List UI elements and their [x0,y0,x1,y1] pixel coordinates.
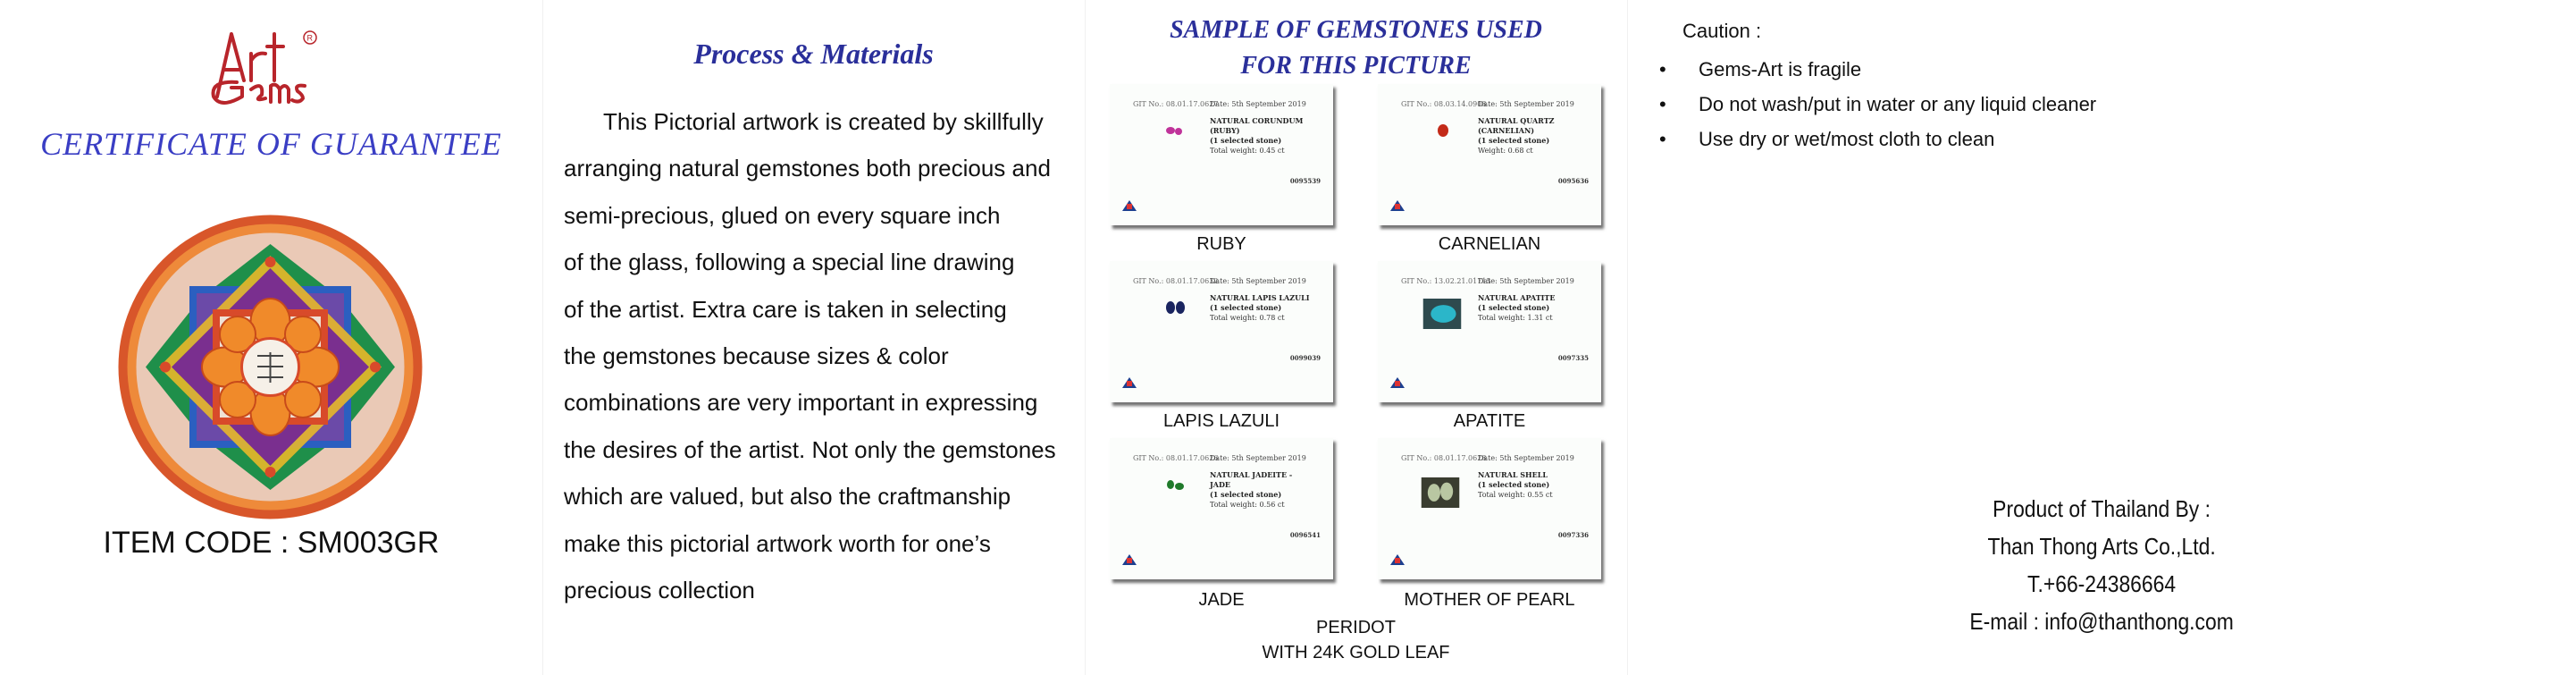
card-git-number: GIT No.: 08.01.17.0627 [1133,100,1219,108]
paragraph-line: of the artist. Extra care is taken in selecting [564,295,1007,323]
gemstone-photo [1430,120,1456,141]
certificate-title: CERTIFICATE OF GUARANTEE [40,126,502,162]
peridot-line: WITH 24K GOLD LEAF [1262,643,1450,662]
git-institute-footer [1390,377,1592,390]
card-spec-line: (RUBY) [1210,126,1240,135]
card-serial-number: 0095636 [1557,177,1589,185]
git-logo-icon [1390,200,1405,211]
card-serial-number: 0097336 [1557,531,1589,539]
caution-title: Caution : [1682,20,1762,42]
card-date: Date: 5th September 2019 [1478,100,1574,108]
git-logo-icon [1122,554,1137,565]
card-git-number: GIT No.: 08.03.14.0908 [1401,100,1487,108]
card-identification [1478,293,1596,323]
caution-contact-panel [1627,0,2234,675]
product-of-line: Product of Thailand By : [1993,495,2211,522]
gemstone-photo [1162,120,1188,141]
gem-certificate-card-lapis-lazuli [1110,261,1333,402]
panel-divider [1085,0,1086,675]
card-spec-line: NATURAL JADEITE - [1210,470,1293,479]
gem-label-apatite: APATITE [1453,411,1526,431]
gem-certificate-card-carnelian [1378,84,1601,225]
gem-label-ruby: RUBY [1196,234,1246,254]
card-spec-line: Total weight: 0.45 ct [1210,147,1285,155]
card-spec-line: NATURAL APATITE [1478,293,1556,302]
samples-title-line: FOR THIS PICTURE [1240,52,1472,80]
panel-divider [1627,0,1628,675]
paragraph-line: This Pictorial artwork is created by skillfully [603,108,1044,135]
card-spec-line: NATURAL LAPIS LAZULI [1210,293,1310,302]
gem-label-carnelian: CARNELIAN [1438,234,1541,254]
gemstone-photo [1162,474,1188,495]
git-institute-footer [1122,554,1324,567]
card-spec-line: (1 selected stone) [1478,136,1550,145]
paragraph-line: arranging natural gemstones both precious and [564,155,1051,182]
svg-text:R: R [306,33,313,43]
git-institute-footer [1390,554,1592,567]
gemstone-photo [1422,299,1462,329]
caution-item: • Gems-Art is fragile [1659,52,2096,87]
mandala-artwork-image [116,213,424,521]
card-spec-line: (1 selected stone) [1210,303,1282,312]
paragraph-line: the gemstones because sizes & color [564,342,949,370]
paragraph-line: combinations are very important in expressing [564,389,1038,417]
card-date: Date: 5th September 2019 [1478,277,1574,285]
caution-list [1659,52,2096,156]
card-spec-line: (1 selected stone) [1478,480,1550,489]
paragraph-line: make this pictorial artwork worth for one’s [564,529,991,557]
git-logo-icon [1122,377,1137,388]
company-contact [1627,490,2576,640]
card-spec-line: Total weight: 1.31 ct [1478,314,1553,322]
card-identification [1210,470,1328,510]
card-spec-line: NATURAL CORUNDUM [1210,116,1304,125]
card-git-number: GIT No.: 08.01.17.0626 [1133,454,1219,462]
peridot-line: PERIDOT [1316,618,1396,637]
card-serial-number: 0099039 [1289,354,1321,362]
git-institute-footer [1122,377,1324,390]
card-spec-line: Total weight: 0.55 ct [1478,491,1553,499]
card-spec-line: Total weight: 0.56 ct [1210,501,1285,509]
card-serial-number: 0097335 [1557,354,1589,362]
card-spec-line: NATURAL QUARTZ [1478,116,1555,125]
process-materials-panel [542,0,1085,675]
panel-divider [542,0,543,675]
card-date: Date: 5th September 2019 [1210,100,1306,108]
paragraph-line: which are valued, but also the craftmanship [564,483,1011,510]
git-logo-icon [1390,377,1405,388]
peridot-note [1085,615,1627,665]
card-git-number: GIT No.: 08.01.17.0628 [1401,454,1487,462]
gem-certificate-card-jade [1110,438,1333,579]
certificate-panel [0,0,542,675]
gemstone-photo [1421,477,1460,508]
phone-number: T.+66-24386664 [2027,570,2177,597]
card-identification [1210,116,1328,156]
gemstone-photo [1162,297,1188,318]
card-serial-number: 0095539 [1289,177,1321,185]
email-address: E-mail : info@thanthong.com [1969,608,2234,635]
card-identification [1210,293,1328,323]
company-name: Than Thong Arts Co.,Ltd. [1987,533,2216,560]
git-institute-footer [1390,200,1592,213]
gem-label-jade: JADE [1198,590,1245,610]
card-serial-number: 0096541 [1289,531,1321,539]
paragraph-line: of the glass, following a special line drawing [564,249,1015,276]
caution-item: • Use dry or wet/most cloth to clean [1659,122,2096,156]
process-materials-title: Process & Materials [693,38,934,70]
card-date: Date: 5th September 2019 [1478,454,1574,462]
card-spec-line: JADE [1210,480,1231,489]
gem-label-lapis-lazuli: LAPIS LAZULI [1162,411,1280,431]
card-spec-line: (CARNELIAN) [1478,126,1535,135]
item-code: ITEM CODE : SM003GR [103,526,440,560]
card-spec-line: (1 selected stone) [1478,303,1550,312]
gem-certificate-card-mother-of-pearl [1378,438,1601,579]
git-logo-icon [1390,554,1405,565]
card-git-number: GIT No.: 08.01.17.0632 [1133,277,1219,285]
gem-certificate-card-apatite [1378,261,1601,402]
paragraph-line: precious collection [564,577,755,604]
card-git-number: GIT No.: 13.02.21.01715 [1401,277,1491,285]
card-spec-line: Weight: 0.68 ct [1478,147,1533,155]
gemstone-samples-panel [1085,0,1627,675]
card-date: Date: 5th September 2019 [1210,454,1306,462]
art-gems-logo [201,27,326,103]
card-spec-line: (1 selected stone) [1210,136,1282,145]
card-spec-line: Total weight: 0.78 ct [1210,314,1285,322]
card-identification [1478,116,1596,156]
git-logo-icon [1122,200,1137,211]
gem-label-mother-of-pearl: MOTHER OF PEARL [1404,590,1575,610]
gem-certificate-card-ruby [1110,84,1333,225]
card-identification [1478,470,1596,500]
samples-title [1085,13,1627,84]
process-paragraph [564,98,1082,613]
card-spec-line: NATURAL SHELL [1478,470,1548,479]
paragraph-line: semi-precious, glued on every square inch [564,201,1001,229]
card-spec-line: (1 selected stone) [1210,490,1282,499]
card-date: Date: 5th September 2019 [1210,277,1306,285]
paragraph-line: the desires of the artist. Not only the gemstones [564,435,1056,463]
caution-item: • Do not wash/put in water or any liquid cleaner [1659,87,2096,122]
samples-title-line: SAMPLE OF GEMSTONES USED [1170,16,1542,44]
git-institute-footer [1122,200,1324,213]
